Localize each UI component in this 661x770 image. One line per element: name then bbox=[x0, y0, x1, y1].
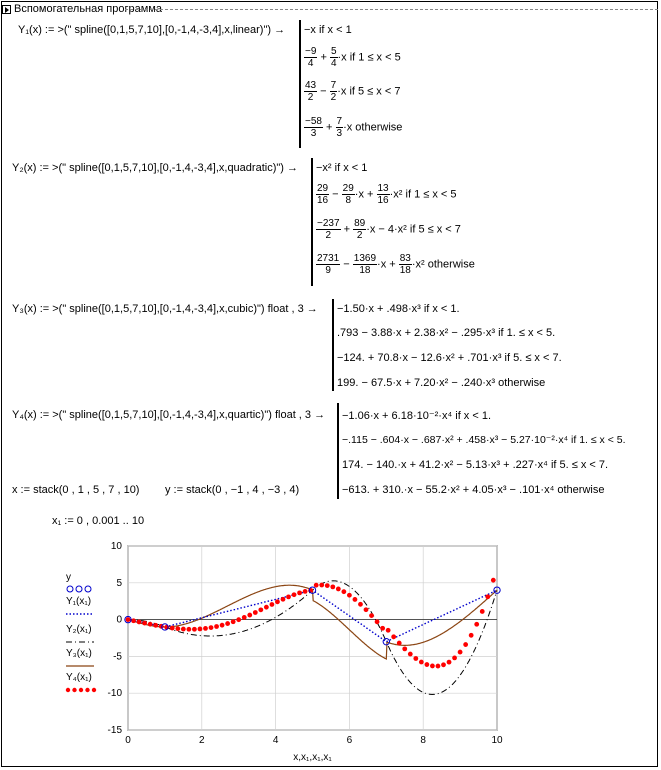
series-y4-point bbox=[469, 633, 474, 638]
legend-swatch bbox=[92, 688, 96, 692]
series-y4-point bbox=[386, 628, 391, 633]
series-y4-point bbox=[364, 607, 369, 612]
series-y4-point bbox=[286, 594, 291, 599]
series-y4-point bbox=[126, 617, 131, 622]
x-tick-label: 0 bbox=[125, 735, 131, 746]
series-y4-point bbox=[258, 607, 263, 612]
series-y4-point bbox=[203, 626, 208, 631]
y2-case-4: $\frac{2731}{9}$ − $\frac{1369}{18}$ ·x + $\frac{83}{18}$ ·x² otherwise bbox=[317, 253, 475, 276]
y-stack-definition[interactable]: y := stack(0 , −1 , 4 , −3 , 4) bbox=[165, 484, 300, 496]
x-stack-definition[interactable]: x := stack(0 , 1 , 5 , 7 , 10) bbox=[12, 484, 140, 496]
series-y4-point bbox=[264, 605, 269, 610]
series-y4-point bbox=[347, 593, 352, 598]
series-y4-point bbox=[480, 609, 485, 614]
legend-label: Y₁(x₁) bbox=[66, 596, 92, 607]
series-y4-point bbox=[491, 578, 496, 583]
series-y4-point bbox=[220, 623, 225, 628]
series-y4-point bbox=[231, 619, 236, 624]
series-y4-point bbox=[242, 615, 247, 620]
x-tick-label: 2 bbox=[199, 735, 205, 746]
series-y4-point bbox=[436, 664, 441, 669]
series-y4-point bbox=[303, 589, 308, 594]
legend-swatch bbox=[67, 586, 73, 592]
series-y4-point bbox=[292, 592, 297, 597]
y4-definition[interactable]: Y₄(x) := >(" spline([0,1,5,7,10],[0,-1,4,-3,4],x,quartic)") float , 3 → bbox=[12, 409, 326, 421]
series-y4-point bbox=[330, 584, 335, 589]
series-y4-point bbox=[253, 610, 258, 615]
series-y4-point bbox=[408, 652, 413, 657]
series-y4-point bbox=[424, 662, 429, 667]
y1-case-1: −x if x < 1 bbox=[304, 24, 352, 36]
y2-case-3: $\frac{-237}{2}$ + $\frac{89}{2}$ ·x − 4·x² if 5 ≤ x < 7 bbox=[317, 218, 461, 241]
series-y4-point bbox=[236, 617, 241, 622]
series-y4-point bbox=[336, 587, 341, 592]
series-y4-point bbox=[369, 613, 374, 618]
series-y4-point bbox=[463, 642, 468, 647]
y-tick-label: -5 bbox=[113, 651, 122, 663]
y1-case-3: $\frac{43}{2}$ − $\frac{7}{2}$ ·x if 5 ≤ x < 7 bbox=[305, 80, 401, 103]
x-axis-label: x,x₁,x₁,x₁ bbox=[293, 752, 332, 763]
y3-case-3: −124. + 70.8·x − 12.6·x² + .701·x³ if 5. ≤ x < 7. bbox=[337, 352, 562, 364]
plot-area bbox=[128, 546, 497, 730]
series-y4-point bbox=[131, 618, 136, 623]
series-y4-point bbox=[319, 583, 324, 588]
series-y4-point bbox=[153, 623, 158, 628]
series-y4-point bbox=[170, 626, 175, 631]
y4-case-2: −.115 − .604·x − .687·x² + .458·x³ − 5.27·10⁻²·x⁴ if 1. ≤ x < 5. bbox=[342, 434, 626, 446]
y2-case-2: $\frac{29}{16}$ − $\frac{29}{8}$ ·x + $\frac{13}{16}$ ·x² if 1 ≤ x < 5 bbox=[317, 183, 457, 206]
series-y4-point bbox=[391, 634, 396, 639]
series-y4-point bbox=[397, 641, 402, 646]
series-y4-point bbox=[225, 621, 230, 626]
x-tick-label: 8 bbox=[420, 735, 426, 746]
y3-case-1: −1.50·x + .498·x³ if x < 1. bbox=[337, 303, 460, 315]
legend-label: Y₂(x₁) bbox=[66, 624, 92, 635]
series-y4-point bbox=[430, 664, 435, 669]
legend-swatch bbox=[85, 586, 91, 592]
series-y4-point bbox=[209, 625, 214, 630]
series-y4-point bbox=[270, 602, 275, 607]
legend-swatch bbox=[72, 688, 76, 692]
series-y4-point bbox=[413, 656, 418, 661]
series-y4-point bbox=[275, 599, 280, 604]
series-y4-point bbox=[214, 624, 219, 629]
legend-label: Y₄(x₁) bbox=[66, 672, 92, 683]
legend-label: y bbox=[66, 572, 71, 583]
y4-case-4: −613. + 310.·x − 55.2·x² + 4.05·x³ − .101·x⁴ otherwise bbox=[342, 484, 605, 496]
y2-definition[interactable]: Y₂(x) := >(" spline([0,1,5,7,10],[0,-1,4,-3,4],x,quadratic)") → bbox=[12, 162, 298, 174]
series-y4-point bbox=[148, 622, 153, 627]
series-y4-point bbox=[192, 627, 197, 632]
y2-case-1: −x² if x < 1 bbox=[316, 162, 368, 174]
y1-case-4: $\frac{-58}{3}$ + $\frac{7}{3}$ ·x otherwise bbox=[305, 116, 403, 139]
y4-case-1: −1.06·x + 6.18·10⁻²·x⁴ if x < 1. bbox=[342, 410, 492, 422]
y1-definition[interactable]: Y₁(x) := >(" spline([0,1,5,7,10],[0,-1,4,-3,4],x,linear)") → bbox=[18, 24, 286, 36]
x-tick-label: 10 bbox=[491, 735, 503, 746]
legend-swatch bbox=[76, 586, 82, 592]
series-y4-point bbox=[375, 619, 380, 624]
y-tick-label: -10 bbox=[107, 688, 122, 700]
series-y4-point bbox=[281, 597, 286, 602]
series-y4-point bbox=[297, 590, 302, 595]
y3-case-4: 199. − 67.5·x + 7.20·x² − .240·x³ otherwise bbox=[337, 377, 546, 389]
range-definition[interactable]: x₁ := 0 , 0.001 .. 10 bbox=[52, 515, 145, 527]
series-y4-point bbox=[380, 626, 385, 631]
region-title: Вспомогательная программа bbox=[14, 3, 162, 15]
series-y4-point bbox=[186, 627, 191, 632]
x-tick-label: 4 bbox=[272, 735, 279, 746]
series-y4-point bbox=[474, 622, 479, 627]
series-y4-point bbox=[452, 655, 457, 660]
legend-swatch bbox=[85, 688, 89, 692]
series-y4-point bbox=[419, 660, 424, 665]
series-y4-point bbox=[142, 621, 147, 626]
series-y4-point bbox=[341, 589, 346, 594]
y3-case-2: .793 − 3.88·x + 2.38·x² − .295·x³ if 1. ≤ x < 5. bbox=[337, 327, 556, 339]
y-tick-label: 0 bbox=[116, 614, 122, 626]
series-y4-point bbox=[314, 583, 319, 588]
x-tick-label: 6 bbox=[346, 735, 353, 746]
series-y4-point bbox=[353, 597, 358, 602]
y-tick-label: -15 bbox=[107, 725, 122, 736]
y-tick-label: 5 bbox=[116, 577, 122, 589]
legend-swatch bbox=[79, 688, 83, 692]
y3-definition[interactable]: Y₃(x) := >(" spline([0,1,5,7,10],[0,-1,4,-3,4],x,cubic)") float , 3 → bbox=[12, 303, 318, 315]
series-y4-point bbox=[358, 602, 363, 607]
legend-swatch bbox=[66, 688, 70, 692]
series-y4-point bbox=[137, 620, 142, 625]
y4-case-3: 174. − 140.·x + 41.2·x² − 5.13·x³ + .227·x⁴ if 5. ≤ x < 7. bbox=[342, 459, 609, 471]
series-y4-point bbox=[247, 613, 252, 618]
series-y4-point bbox=[402, 646, 407, 651]
series-y4-point bbox=[325, 583, 330, 588]
series-y4-point bbox=[198, 627, 203, 632]
legend-label: Y₃(x₁) bbox=[66, 648, 92, 659]
series-y4-point bbox=[181, 627, 186, 632]
series-y4-point bbox=[485, 594, 490, 599]
y1-case-2: $\frac{-9}{4}$ + $\frac{5}{4}$ ·x if 1 ≤ x < 5 bbox=[305, 46, 401, 69]
series-y4-point bbox=[175, 626, 180, 631]
series-y4-point bbox=[447, 660, 452, 665]
y-tick-label: 10 bbox=[110, 541, 122, 552]
series-y4-point bbox=[441, 662, 446, 667]
series-y4-point bbox=[458, 650, 463, 655]
